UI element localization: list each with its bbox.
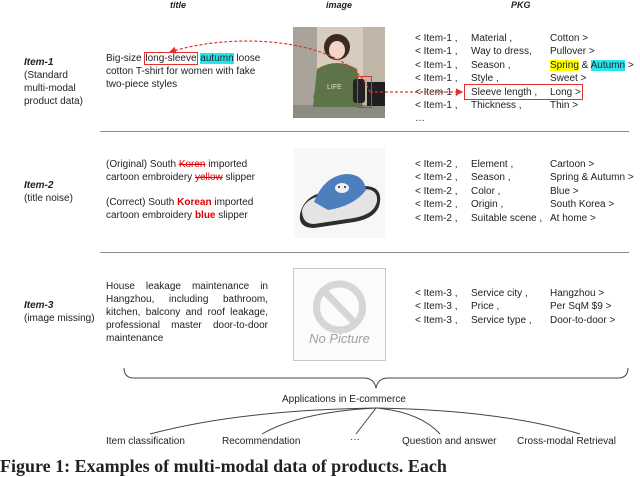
item-desc: product data) — [24, 96, 83, 107]
pkg-triple: < Item-1 , Style , Sweet > — [415, 73, 587, 85]
item-desc: multi-modal — [24, 83, 76, 94]
pkg-triple: < Item-1 , Way to dress, Pullover > — [415, 46, 595, 58]
application-item: Recommendation — [222, 436, 301, 447]
item-2-title-correct: (Correct) South Korean imported cartoon embroidery blue slipper — [106, 197, 254, 221]
item-label: Item-1 — [24, 57, 54, 68]
application-item: Item classification — [106, 436, 185, 447]
header-title: title — [170, 0, 187, 10]
noise-word: yellow — [194, 172, 223, 183]
no-picture-text: No Picture — [309, 331, 370, 346]
title-box-long-sleeve: long-sleeve — [145, 53, 197, 64]
item-2-label — [24, 179, 73, 205]
header-pkg: PKG — [511, 0, 531, 10]
pkg-triple: < Item-3 , Service city , Hangzhou > — [415, 288, 605, 299]
item-3-title: House leakage maintenance in Hangzhou, including bathroom, kitchen, balcony and roof leakage, professional master door-to-door maintenance — [106, 281, 268, 344]
header-image: image — [326, 0, 353, 10]
item-desc: (Standard — [24, 70, 68, 81]
item-desc: (title noise) — [24, 193, 73, 204]
corrected-word: Korean — [177, 197, 212, 208]
row-separator — [100, 131, 629, 132]
item-desc: (image missing) — [24, 313, 95, 324]
svg-text:LIFE: LIFE — [327, 84, 342, 91]
pkg-triple: < Item-3 , Price , Per SqM $9 > — [415, 301, 612, 313]
application-ellipsis: ··· — [350, 434, 360, 445]
figure-caption: Figure 1: Examples of multi-modal data of products. Each — [0, 456, 447, 476]
applications-tree — [0, 404, 640, 438]
pkg-triple: < Item-2 , Origin , South Korea > — [415, 199, 615, 211]
dashed-connectors — [0, 0, 640, 130]
pkg-triple: < Item-2 , Suitable scene , At home > — [415, 212, 596, 224]
pkg-triple: < Item-2 , Element , Cartoon > — [415, 159, 595, 170]
application-item: Question and answer — [402, 436, 497, 447]
pkg-triple: < Item-1 , Material , Cotton > — [415, 33, 589, 44]
title-highlight-autumn: autumn — [200, 53, 234, 64]
item-3-label — [24, 299, 95, 325]
item-label: Item-3 — [24, 300, 54, 311]
pkg-triple: < Item-1 , Season , Spring & Autumn > — [415, 59, 634, 71]
row-separator — [100, 252, 629, 253]
item-3-pkg — [415, 287, 615, 327]
item-2-pkg — [415, 158, 634, 225]
noise-word: Koren — [178, 159, 206, 170]
pkg-triple: < Item-1 , Sleeve length , Long > — [415, 86, 581, 98]
pkg-triple: < Item-1 , Thickness , Thin > — [415, 100, 579, 112]
pkg-triple: < Item-2 , Season , Spring & Autumn > — [415, 172, 634, 184]
applications-title: Applications in E-commerce — [282, 394, 406, 405]
item-2-photo-slipper — [294, 148, 385, 238]
no-picture-icon — [294, 269, 385, 360]
no-picture-placeholder — [293, 268, 386, 361]
application-item: Cross-modal Retrieval — [517, 436, 616, 447]
season-value: Spring & Autumn > — [550, 59, 634, 71]
item-label: Item-2 — [24, 180, 54, 191]
pkg-triple: … — [415, 113, 425, 125]
pkg-triple: < Item-3 , Service type , Door-to-door > — [415, 314, 616, 326]
item-1-title: Big-size long-sleeve autumn loose cotton T-shirt for women with fake two-piece styles — [106, 53, 261, 90]
pkg-triple: < Item-2 , Color , Blue > — [415, 185, 579, 197]
item-2-title-original: (Original) South Koren imported cartoon embroidery yellow slipper — [106, 159, 255, 183]
corrected-word: blue — [194, 210, 216, 221]
